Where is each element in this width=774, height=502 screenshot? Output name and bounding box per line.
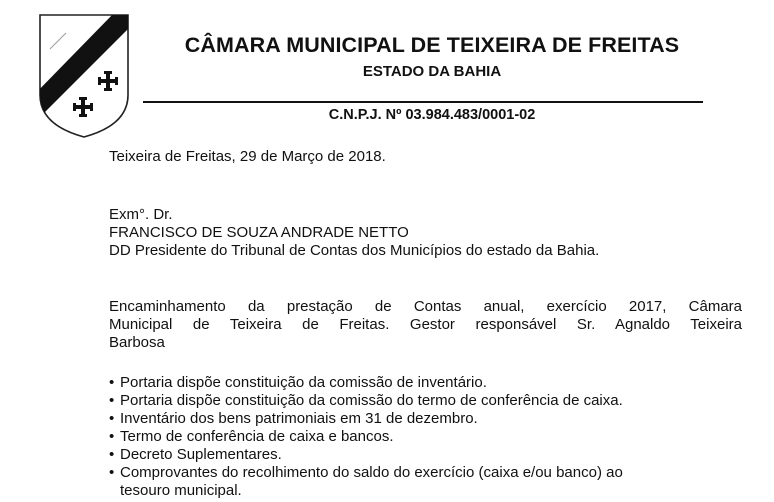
list-item <box>109 428 769 446</box>
subject-line: Encaminhamento da prestação de Contas anual, exercício 2017, Câmara <box>109 298 742 315</box>
list-item-text: Termo de conferência de caixa e bancos. <box>120 428 394 445</box>
list-item-text: Portaria dispõe constituição da comissão de inventário. <box>120 374 487 391</box>
subject-paragraph <box>109 298 742 352</box>
bullet-icon: • <box>109 374 115 391</box>
list-item-text: Inventário dos bens patrimoniais em 31 de dezembro. <box>120 410 478 427</box>
list-item <box>109 464 769 482</box>
bullet-icon: • <box>109 446 115 463</box>
state-subtitle: ESTADO DA BAHIA <box>362 63 502 80</box>
list-item-text: Portaria dispõe constituição da comissão do termo de conferência de caixa. <box>120 392 623 409</box>
header-divider <box>143 101 703 103</box>
recipient-role: DD Presidente do Tribunal de Contas dos Municípios do estado da Bahia. <box>109 242 600 259</box>
subject-line: Municipal de Teixeira de Freitas. Gestor responsável Sr. Agnaldo Teixeira <box>109 316 742 333</box>
list-item <box>109 374 769 392</box>
bullet-icon: • <box>109 428 115 445</box>
bullet-icon: • <box>109 464 115 481</box>
recipient-name: FRANCISCO DE SOUZA ANDRADE NETTO <box>109 224 409 241</box>
salutation: Exm°. Dr. <box>109 206 173 223</box>
bullet-icon: • <box>109 410 115 427</box>
coat-of-arms-icon <box>36 13 132 139</box>
organization-title: CÂMARA MUNICIPAL DE TEIXEIRA DE FREITAS <box>184 33 680 57</box>
bullet-icon: • <box>109 392 115 409</box>
subject-line: Barbosa <box>109 334 165 351</box>
document-list <box>109 374 769 500</box>
list-item-text: Comprovantes do recolhimento do saldo do exercício (caixa e/ou banco) ao <box>120 464 623 481</box>
letter-date: Teixeira de Freitas, 29 de Março de 2018. <box>109 148 386 165</box>
list-item-text: tesouro municipal. <box>120 482 242 499</box>
list-item-text: Decreto Suplementares. <box>120 446 282 463</box>
cnpj-number: C.N.P.J. Nº 03.984.483/0001-02 <box>328 107 536 123</box>
list-item <box>109 392 769 410</box>
list-item-continuation <box>109 482 769 500</box>
list-item <box>109 410 769 428</box>
list-item <box>109 446 769 464</box>
